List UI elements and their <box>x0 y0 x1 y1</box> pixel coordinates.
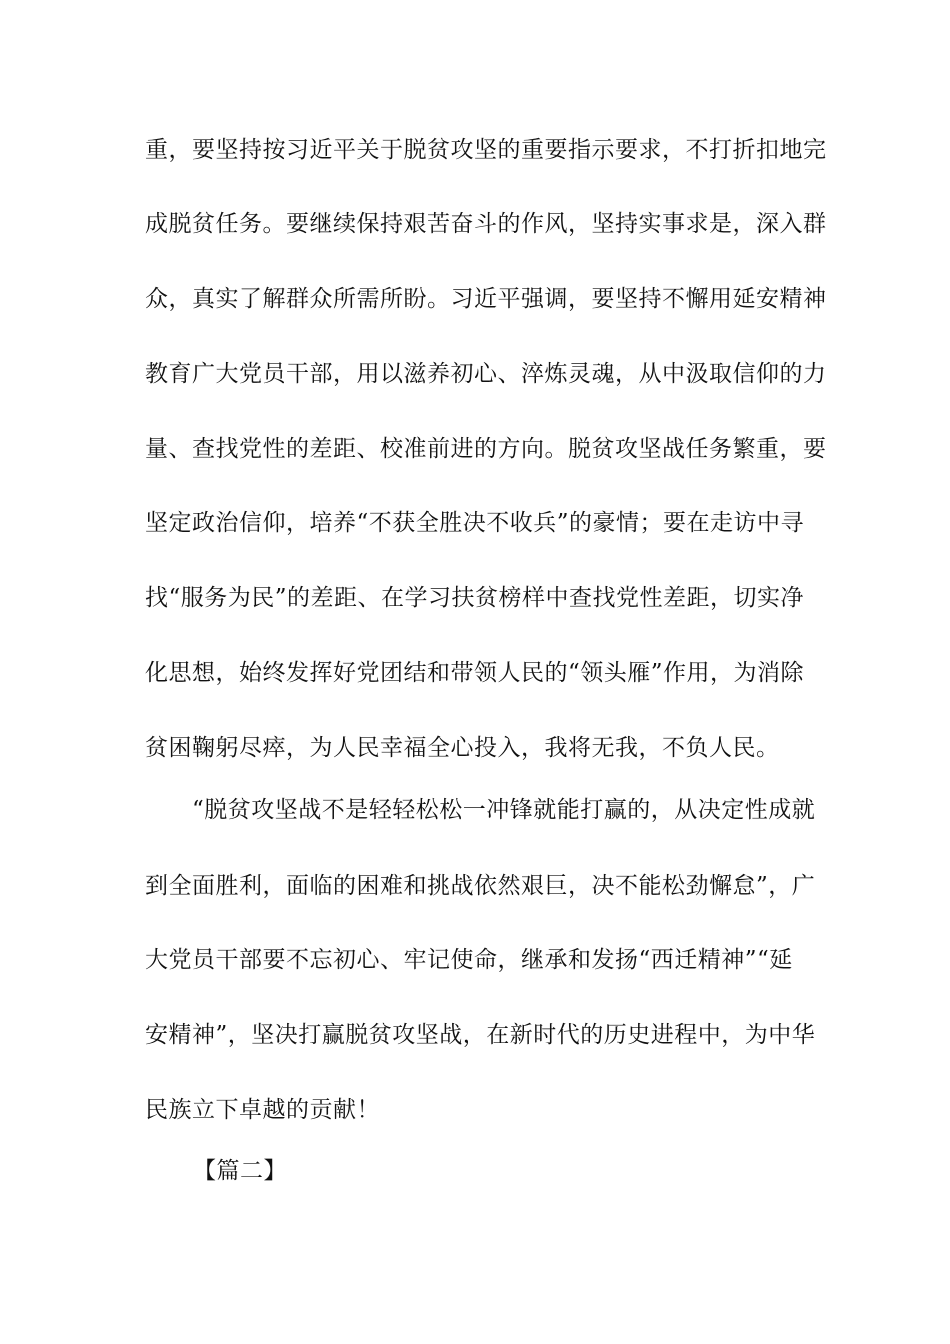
paragraph-line: 到全面胜利，面临的困难和挑战依然艰巨，决不能松劲懈怠”，广 <box>145 873 816 899</box>
section-heading: 【篇二】 <box>193 1158 287 1184</box>
paragraph-line: 安精神”，坚决打赢脱贫攻坚战，在新时代的历史进程中，为中华 <box>145 1022 816 1048</box>
paragraph-line: 大党员干部要不忘初心、牢记使命，继承和发扬“西迁精神”“延 <box>145 947 793 973</box>
paragraph-line: 成脱贫任务。要继续保持艰苦奋斗的作风，坚持实事求是，深入群 <box>145 211 827 237</box>
paragraph-line: 化思想，始终发挥好党团结和带领人民的“领头雁”作用，为消除 <box>145 660 805 686</box>
paragraph-line: “脱贫攻坚战不是轻轻松松一冲锋就能打赢的，从决定性成就 <box>192 797 816 823</box>
paragraph-line: 众，真实了解群众所需所盼。习近平强调，要坚持不懈用延安精神 <box>145 286 827 312</box>
paragraph-line: 民族立下卓越的贡献！ <box>145 1097 380 1123</box>
paragraph-line: 重，要坚持按习近平关于脱贫攻坚的重要指示要求，不打折扣地完 <box>145 137 827 163</box>
paragraph-line: 坚定政治信仰，培养“不获全胜决不收兵”的豪情；要在走访中寻 <box>145 510 805 536</box>
paragraph-line: 找“服务为民”的差距、在学习扶贫榜样中查找党性差距，切实净 <box>145 585 805 611</box>
paragraph-line: 教育广大党员干部，用以滋养初心、淬炼灵魂，从中汲取信仰的力 <box>145 361 827 387</box>
paragraph-line: 量、查找党性的差距、校准前进的方向。脱贫攻坚战任务繁重，要 <box>145 436 827 462</box>
paragraph-line: 贫困鞠躬尽瘁，为人民幸福全心投入，我将无我，不负人民。 <box>145 735 780 761</box>
